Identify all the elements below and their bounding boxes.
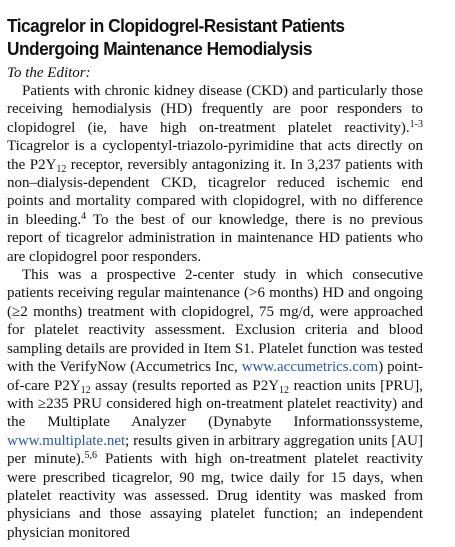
para2-text-3: assay (results reported as P2Y: [90, 377, 280, 394]
para1-text-1: Patients with chronic kidney disease (CKD) and particularly those receiving hemodialysis (HD) frequently are poor responders to clopidogrel (ie, have high on-treatment platelet reactivity).: [7, 83, 423, 136]
para2-text-2: ) point-of-care P2Y: [7, 359, 423, 394]
letter-page: [7, 14, 423, 542]
paragraph-1: [7, 82, 423, 266]
para2-text-4: reaction units [PRU], with ≥235 PRU considered high on-treatment platelet reactivity) and the Multiplate Analyzer (Dynabyte Informationssysteme,: [7, 377, 423, 431]
multiplate-link[interactable]: www.multiplate.net: [7, 432, 126, 449]
para1-text-2: Ticagrelor is a cyclopentyl-triazolo-pyrimidine that acts directly on the P2Y: [7, 138, 423, 173]
salutation: To the Editor:: [7, 65, 91, 81]
subscript: 12: [279, 384, 290, 396]
reference-superscript: 4: [81, 210, 87, 222]
para2-text-1: This was a prospective 2-center study in which consecutive patients receiving regular maintenance (>6 months) HD and ongoing (≥2 months) treatment with clopidogrel, 75 mg/d, were approached for platelet reactivity assessment. Exclusion criteria and blood sampling details are provided in Item S1. Platelet function was tested with the VerifyNow (Accumetrics Inc,: [7, 267, 423, 376]
subscript: 12: [80, 384, 91, 396]
accumetrics-link[interactable]: www.accumetrics.com: [241, 359, 379, 376]
reference-superscript: 1-3: [409, 118, 423, 130]
para2-text-5: ; results given in arbitrary aggregation units [AU] per minute).: [7, 432, 424, 468]
article-title: Ticagrelor in Clopidogrel-Resistant Patients Undergoing Maintenance Hemodialysis: [7, 15, 345, 59]
subscript: 12: [56, 163, 67, 175]
paragraph-2: [7, 266, 423, 542]
para1-text-4: To the best of our knowledge, there is no previous report of ticagrelor administration in maintenance HD patients who are clopidogrel poor responders.: [7, 211, 423, 265]
reference-superscript: 5,6: [84, 450, 98, 462]
para2-text-6: Patients with high on-treatment platelet reactivity were prescribed ticagrelor, 90 mg, twice daily for 15 days, when platelet reactivity was assessed. Drug identity was masked from physicians and those assaying platelet function; an independent physician monitored: [7, 451, 423, 541]
para1-text-3: receptor, reversibly antagonizing it. In 3,237 patients with non–dialysis-dependent CKD, ticagrelor reduced ischemic end points and mortality compared with clopidogrel, with no difference in bleeding.: [7, 156, 424, 228]
